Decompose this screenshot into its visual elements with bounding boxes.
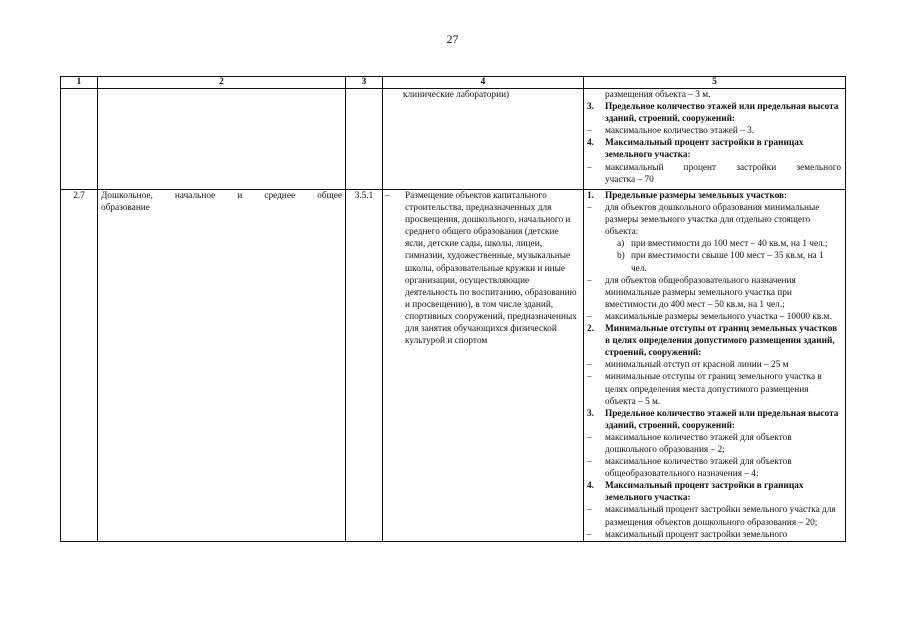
param-item-text: минимальный отступ от красной линии – 25 м — [605, 360, 789, 371]
dash-marker: – — [587, 203, 592, 214]
param-item — [587, 125, 841, 137]
param-item — [587, 202, 841, 238]
use-description-text: Размещение объектов капитального строительства, предназначенных для просвещения, дошкольного, начального и среднего общего образования (детские ясли, детские сады, школы, лицеи, гимназии, художественные, музыкальные школы, образовательные кружки и иные организации, осуществляющие деятельность по воспитанию, образованию и просвещению), в том числе зданий, спортивных сооружений, предназначенных для занятия обучающихся физической культурой и спортом — [405, 191, 577, 347]
table-row-main — [61, 190, 846, 542]
param-heading — [587, 101, 841, 125]
dash-marker: – — [385, 191, 390, 201]
param-item-text: минимальные отступы от границ земельного участка в целях определения места допустимого размещения объекта – 5 м. — [605, 372, 822, 407]
header-row — [61, 77, 846, 89]
dash-marker: – — [587, 505, 592, 516]
dash-marker: – — [587, 360, 592, 371]
param-item — [587, 371, 841, 407]
param-item-text: максимальное количество этажей для объектов общеобразовательного назначения – 4; — [605, 457, 792, 480]
param-heading-text: Предельное количество этажей или предельная высота зданий, строений, сооружений: — [605, 408, 839, 431]
param-heading-number: 4. — [587, 481, 594, 492]
param-heading-text: Максимальный процент застройки в границах земельного участка: — [605, 138, 804, 161]
dash-marker: – — [587, 275, 592, 286]
page-number: 27 — [446, 32, 459, 46]
dash-marker: – — [587, 311, 592, 322]
param-subitem-text: при вместимости свыше 100 мест – 35 кв.м, на 1 чел. — [631, 251, 824, 274]
cell-classifier-code: 3.5.1 — [346, 190, 383, 542]
param-heading-number: 3. — [587, 102, 594, 113]
param-item-text: максимальный процент застройки земельного участка для размещения объектов дошкольного образования – 20; — [605, 505, 836, 528]
param-item — [587, 504, 841, 528]
param-item-text: максимальный процент застройки земельного — [605, 529, 788, 540]
use-description — [385, 190, 580, 347]
param-heading — [587, 323, 841, 359]
param-item-text: максимальное количество этажей – 3. — [605, 126, 755, 137]
param-subitem — [587, 250, 841, 274]
param-item-text: максимальный процент застройки земельного — [605, 162, 841, 173]
param-heading-number: 3. — [587, 408, 594, 419]
use-name-line-2: образование — [101, 203, 150, 214]
table-row-continued — [61, 89, 846, 190]
cell-use-name — [98, 190, 346, 542]
param-item — [587, 529, 841, 541]
param-item — [587, 456, 841, 480]
header-col-4: 4 — [383, 77, 584, 89]
param-heading-number: 4. — [587, 138, 594, 149]
subitem-marker: а) — [617, 239, 625, 250]
use-name-line-1: Дошкольное, начальное и среднее общее — [101, 191, 342, 201]
param-item — [587, 275, 841, 311]
param-heading-number: 2. — [587, 324, 594, 335]
param-item — [587, 162, 841, 174]
cell-use-description — [383, 190, 584, 542]
param-heading-text: Предельные размеры земельных участков: — [605, 191, 788, 201]
dash-marker: – — [587, 126, 592, 137]
dash-marker: – — [587, 529, 592, 540]
cell-col-5 — [584, 89, 846, 190]
param-heading-text: Максимальный процент застройки в границах земельного участка: — [605, 481, 804, 504]
param-heading — [587, 480, 841, 504]
param-heading — [587, 137, 841, 161]
cell-col-1 — [61, 89, 98, 190]
param-item-text: максимальные размеры земельного участка – 10000 кв.м. — [605, 311, 832, 322]
param-heading-text: Предельное количество этажей или предельная высота зданий, строений, сооружений: — [605, 102, 839, 125]
header-col-1: 1 — [61, 77, 98, 89]
cell-parameters — [584, 190, 846, 542]
param-heading-text: Минимальные отступы от границ земельных участков в целях определения допустимого размещения зданий, строений, сооружений: — [605, 324, 838, 359]
cell-col-2 — [98, 89, 346, 190]
header-col-3: 3 — [346, 77, 383, 89]
header-col-2: 2 — [98, 77, 346, 89]
param-heading — [587, 408, 841, 432]
cell-col-3 — [346, 89, 383, 190]
param-item — [587, 432, 841, 456]
dash-marker: – — [587, 432, 592, 443]
param-item-text: для объектов общеобразовательного назначения минимальные размеры земельного участка при вместимости до 400 мест – 50 кв.м, на 1 чел.; — [605, 275, 796, 310]
subitem-marker: b) — [617, 251, 625, 262]
param-heading — [587, 190, 841, 202]
dash-marker: – — [587, 457, 592, 468]
param-item-text: максимальное количество этажей для объектов дошкольного образования – 2; — [605, 432, 792, 455]
param-heading-number: 1. — [587, 191, 594, 201]
dash-marker: – — [587, 162, 592, 173]
param-line: размещения объекта – 3 м. — [605, 90, 711, 100]
param-item-continuation: участка – 70 — [605, 174, 654, 185]
dash-marker: – — [587, 372, 592, 383]
cell-col-4 — [383, 89, 584, 190]
param-item — [587, 359, 841, 371]
param-item — [587, 311, 841, 323]
use-description-end: клинические лаборатории) — [403, 90, 510, 100]
param-subitem-text: при вместимости до 100 мест – 40 кв.м, на 1 чел.; — [631, 239, 828, 250]
param-item-text: для объектов дошкольного образования минимальные размеры земельного участка для отдельно стоящего объекта: — [605, 203, 820, 238]
cell-code: 2.7 — [61, 190, 98, 542]
zoning-table — [60, 76, 846, 542]
param-subitem — [587, 238, 841, 250]
header-col-5: 5 — [584, 77, 846, 89]
